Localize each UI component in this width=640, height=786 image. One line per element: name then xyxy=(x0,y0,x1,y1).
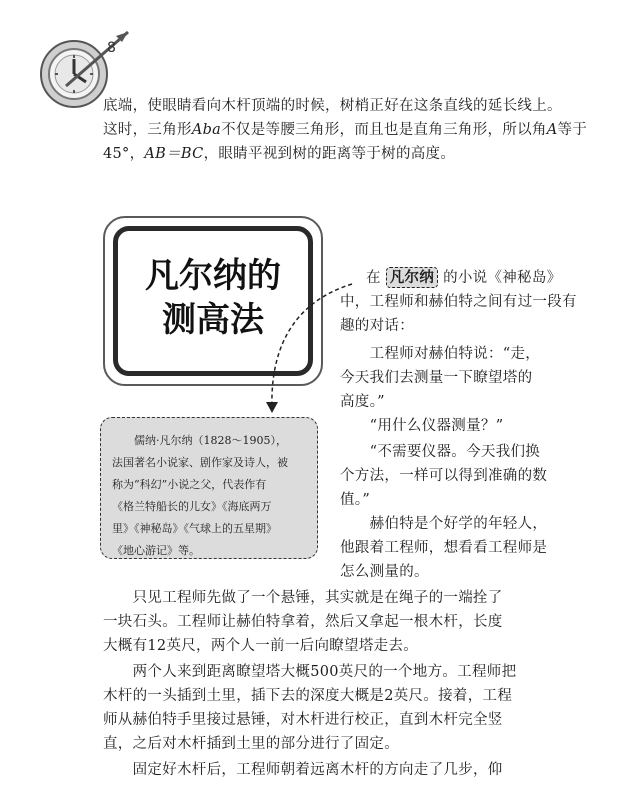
story-line: 趣的对话： xyxy=(340,318,414,334)
story-line: “用什么仪器测量？” xyxy=(340,418,504,434)
body-line: 师从赫伯特手里接过悬锤，对木杆进行校正，直到木杆完全竖 xyxy=(103,712,503,728)
paragraph-line: 这时，三角形Aba不仅是等腰三角形，而且也是直角三角形，所以角A等于 xyxy=(103,122,588,138)
body-line: 只见工程师先做了一个悬锤，其实就是在绳子的一端拴了 xyxy=(103,590,503,606)
story-line: 赫伯特是个好学的年轻人， xyxy=(340,516,548,532)
paragraph-line: 45°，AB＝BC，眼睛平视到树的距离等于树的高度。 xyxy=(103,146,456,162)
body-line: 一块石头。工程师让赫伯特拿着，然后又拿起一根木杆，长度 xyxy=(103,614,503,630)
story-line: 他跟着工程师，想看看工程师是 xyxy=(340,540,548,556)
story-line: “不需要仪器。今天我们换 xyxy=(340,444,541,460)
story-line: 今天我们去测量一下瞭望塔的 xyxy=(340,370,533,386)
story-line: 工程师对赫伯特说：“走， xyxy=(340,346,541,362)
story-line: 高度。” xyxy=(340,394,385,410)
story-line: 在 凡尔纳 的小说《神秘岛》 xyxy=(366,269,562,286)
body-line: 大概有12英尺，两个人一前一后向瞭望塔走去。 xyxy=(103,638,419,654)
story-line: 个方法，一样可以得到准确的数 xyxy=(340,468,548,484)
story-line: 怎么测量的。 xyxy=(340,564,429,580)
body-line: 两个人来到距离瞭望塔大概500英尺的一个地方。工程师把 xyxy=(103,664,517,680)
story-line: 值。” xyxy=(340,492,371,508)
paragraph-line: 底端，使眼睛看向木杆顶端的时候，树梢正好在这条直线的延长线上。 xyxy=(103,98,562,114)
section-title: 凡尔纳的 测高法 xyxy=(145,256,281,340)
story-line: 中，工程师和赫伯特之间有过一段有 xyxy=(340,294,577,310)
author-note-text: 儒纳·凡尔纳（1828～1905）， 法国著名小说家、剧作家及诗人，被 称为“科幻”小说之父，代表作有 《格兰特船长的儿女》《海底两万 里》《神秘岛》《气球上的五星期》 《地心游记》等。 xyxy=(112,434,288,557)
page-number: 8 xyxy=(107,40,116,56)
body-line: 木杆的一头插到土里，插下去的深度大概是2英尺。接着，工程 xyxy=(103,688,513,704)
body-line: 固定好木杆后，工程师朝着远离木杆的方向走了几步，仰 xyxy=(103,762,503,778)
highlighted-name: 凡尔纳 xyxy=(386,267,438,288)
body-line: 直，之后对木杆插到土里的部分进行了固定。 xyxy=(103,736,399,752)
